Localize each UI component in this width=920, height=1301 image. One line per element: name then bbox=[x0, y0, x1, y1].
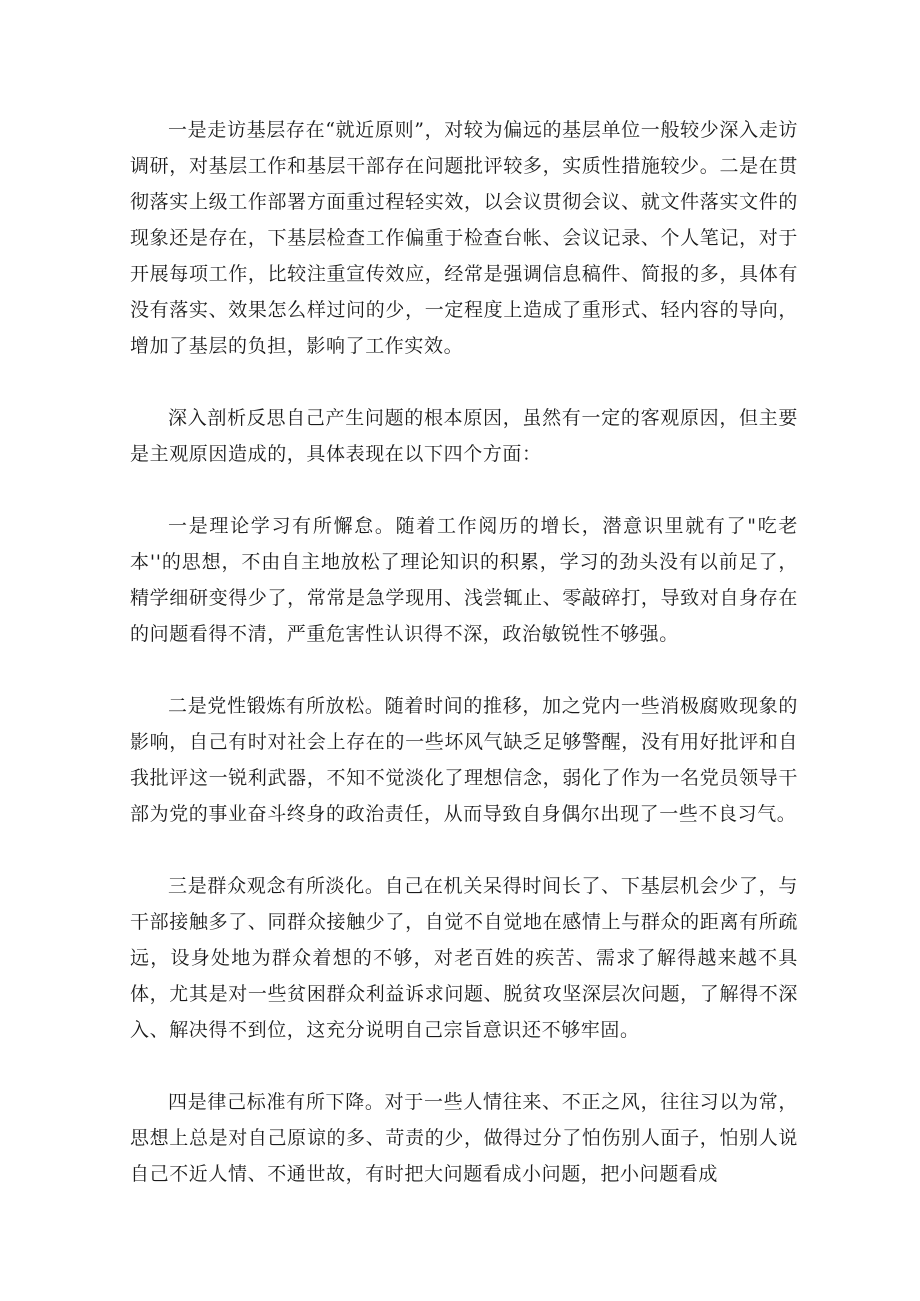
paragraph-3: 一是理论学习有所懈怠。随着工作阅历的增长，潜意识里就有了"吃老本''的思想，不由自主地放松了理论知识的积累，学习的劲头没有以前足了，精学细研变得少了，常常是急学现用、浅尝辄止、零敲碎打，导致对自身存在的问题看得不清，严重危害性认识得不深，政治敏锐性不够强。 bbox=[130, 515, 798, 645]
document-body bbox=[130, 112, 798, 1228]
paragraph-4: 二是党性锻炼有所放松。随着时间的推移，加之党内一些消极腐败现象的影响，自己有时对社会上存在的一些坏风气缺乏足够警醒，没有用好批评和自我批评这一锐利武器，不知不觉淡化了理想信念，弱化了作为一名党员领导干部为党的事业奋斗终身的政治责任，从而导致自身偶尔出现了一些不良习气。 bbox=[130, 695, 798, 825]
paragraph-5: 三是群众观念有所淡化。自己在机关呆得时间长了、下基层机会少了，与干部接触多了、同群众接触少了，自觉不自觉地在感情上与群众的距离有所疏远，设身处地为群众着想的不够，对老百姓的疾苦、需求了解得越来越不具体，尤其是对一些贫困群众利益诉求问题、脱贫攻坚深层次问题，了解得不深入、解决得不到位，这充分说明自己宗旨意识还不够牢固。 bbox=[130, 875, 798, 1041]
paragraph-2: 深入剖析反思自己产生问题的根本原因，虽然有一定的客观原因，但主要是主观原因造成的，具体表现在以下四个方面： bbox=[130, 407, 798, 465]
paragraph-6: 四是律己标准有所下降。对于一些人情往来、不正之风，往往习以为常，思想上总是对自己原谅的多、苛责的少，做得过分了怕伤别人面子，怕别人说自己不近人情、不通世故，有时把大问题看成小问题，把小问题看成 bbox=[130, 1091, 798, 1185]
paragraph-1: 一是走访基层存在“就近原则”，对较为偏远的基层单位一般较少深入走访调研，对基层工作和基层干部存在问题批评较多，实质性措施较少。二是在贯彻落实上级工作部署方面重过程轻实效，以会议贯彻会议、就文件落实文件的现象还是存在，下基层检查工作偏重于检查台帐、会议记录、个人笔记，对于开展每项工作，比较注重宣传效应，经常是强调信息稿件、简报的多，具体有没有落实、效果怎么样过问的少，一定程度上造成了重形式、轻内容的导向，增加了基层的负担，影响了工作实效。 bbox=[130, 119, 798, 357]
